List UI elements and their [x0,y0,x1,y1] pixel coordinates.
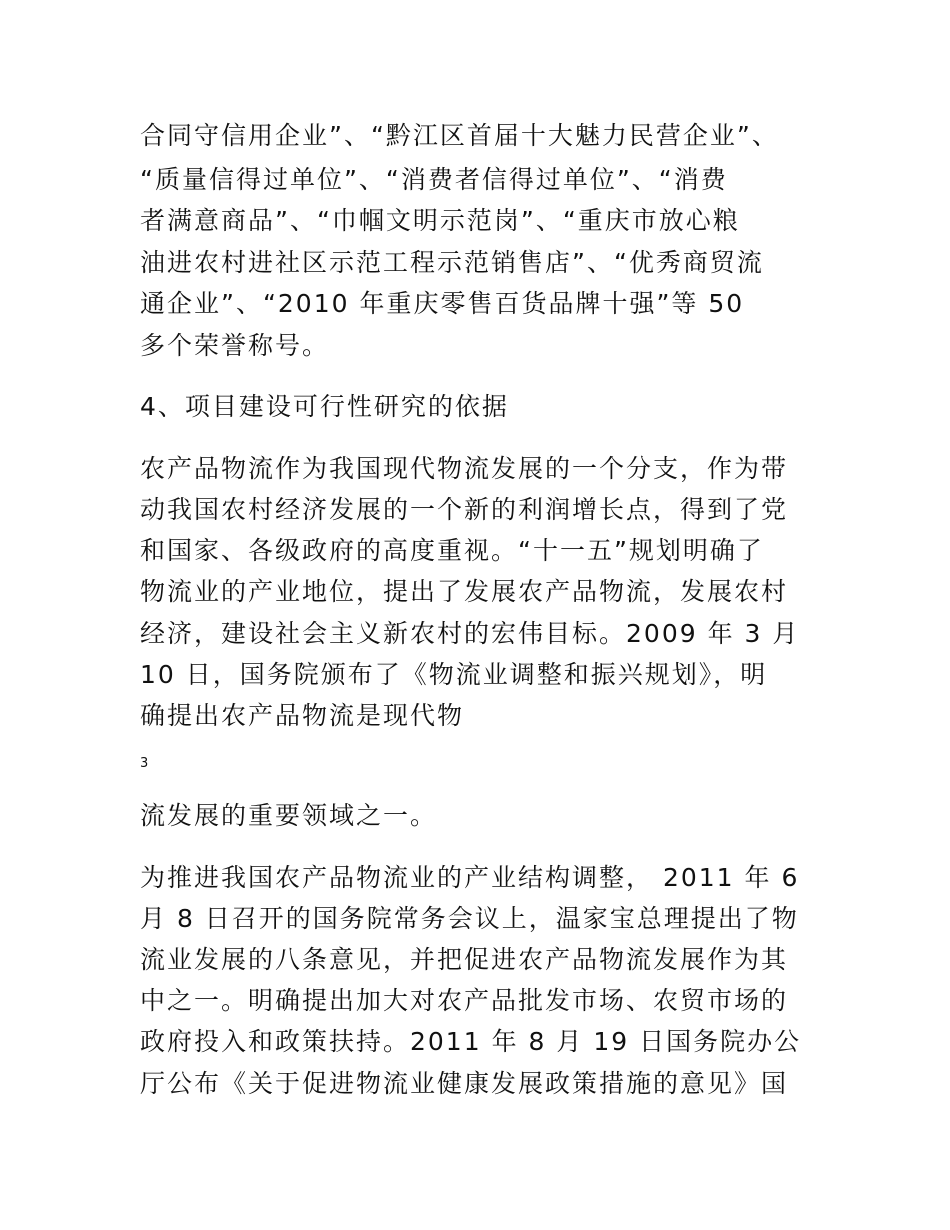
text-line: 经济，建设社会主义新农村的宏伟目标。2009 年 3 月 [140,619,800,648]
text-line: 确提出农产品物流是现代物 [140,701,465,730]
text-line: 10 日，国务院颁布了《物流业调整和振兴规划》，明 [140,660,768,689]
text-line: 动我国农村经济发展的一个新的利润增长点，得到了党 [140,495,789,524]
text-line: 和国家、各级政府的高度重视。“十一五”规划明确了 [140,536,764,565]
text-line: 通企业”、“2010 年重庆零售百货品牌十强”等 50 [140,289,745,318]
text-line: 油进农村进社区示范工程示范销售店”、“优秀商贸流 [140,248,764,277]
text-line: 月 8 日召开的国务院常务会议上，温家宝总理提出了物 [140,904,799,933]
text-line: 中之一。明确提出加大对农产品批发市场、农贸市场的 [140,986,789,1015]
text-line: “质量信得过单位”、“消费者信得过单位”、“消费 [140,165,728,194]
text-line: 农产品物流作为我国现代物流发展的一个分支，作为带 [140,454,789,483]
text-line: 厅公布《关于促进物流业健康发展政策措施的意见》国 [140,1069,789,1098]
text-line: 为推进我国农产品物流业的产业结构调整， 2011 年 6 [140,863,800,892]
page-number: 3 [140,756,149,771]
text-line: 者满意商品”、“巾帼文明示范岗”、“重庆市放心粮 [140,206,740,235]
text-line: 流业发展的八条意见，并把促进农产品物流发展作为其 [140,945,789,974]
text-line: 政府投入和政策扶持。2011 年 8 月 19 日国务院办公 [140,1027,802,1056]
text-line: 物流业的产业地位，提出了发展农产品物流，发展农村 [140,577,789,606]
text-line: 流发展的重要领域之一。 [140,801,438,830]
text-line: 合同守信用企业”、“黔江区首届十大魅力民营企业”、 [140,121,779,150]
section-heading: 4、项目建设可行性研究的依据 [140,392,509,421]
text-line: 多个荣誉称号。 [140,331,330,360]
